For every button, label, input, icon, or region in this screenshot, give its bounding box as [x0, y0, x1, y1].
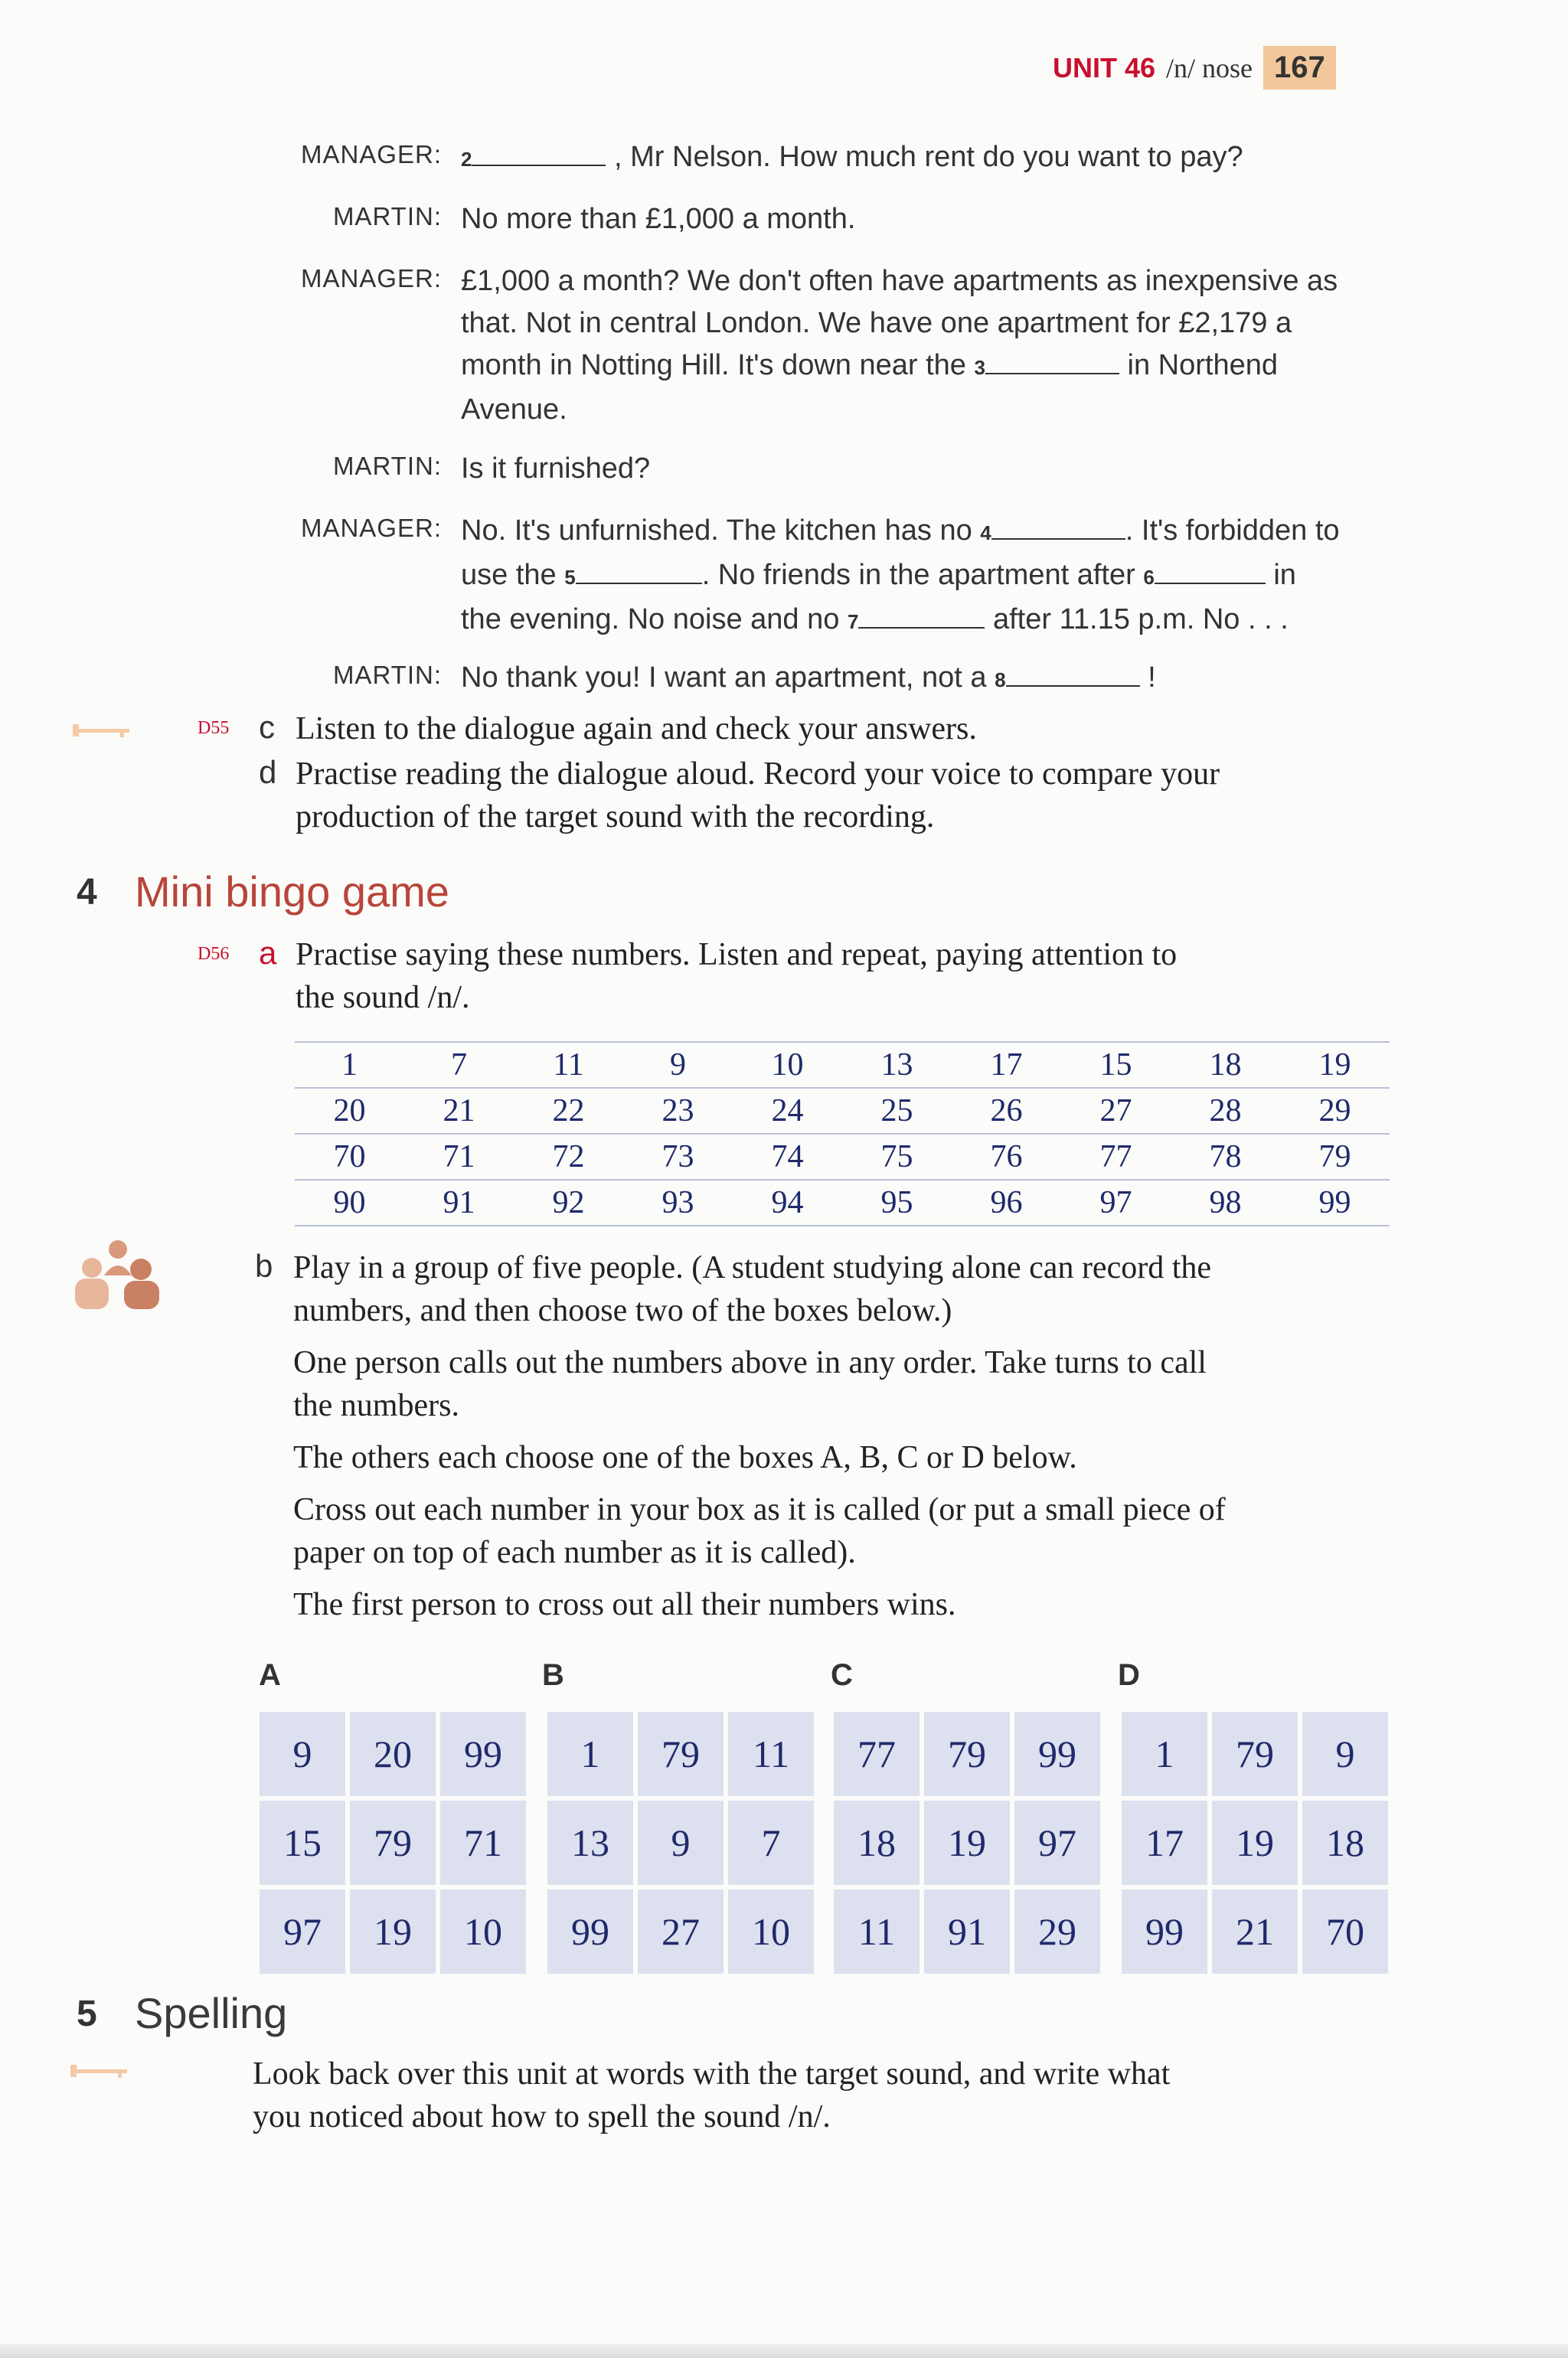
spelling-line: Look back over this unit at words with the target sound, and write what — [253, 2056, 1171, 2092]
number-cell: 90 — [295, 1180, 404, 1226]
number-cell: 11 — [514, 1042, 623, 1088]
number-cell: 99 — [1280, 1180, 1390, 1226]
number-cell: 94 — [733, 1180, 842, 1226]
exercise-letter: a — [259, 935, 277, 971]
bingo-cell[interactable]: 79 — [350, 1801, 436, 1885]
number-cell: 76 — [952, 1134, 1061, 1180]
exercise-4b-text — [293, 1246, 1403, 1626]
bingo-cell[interactable]: 99 — [440, 1712, 526, 1796]
number-cell: 21 — [404, 1088, 514, 1134]
bingo-cell[interactable]: 11 — [834, 1889, 920, 1974]
dialogue-text: . No friends in the apartment after — [701, 559, 1135, 591]
dialogue-text: £1,000 a month? We don't often have apartments as inexpensive as — [461, 265, 1338, 297]
speaker-label: MARTIN: — [332, 661, 442, 689]
dialogue-text: in — [1273, 559, 1296, 591]
dialogue-line — [461, 657, 1387, 701]
dialogue-text: the evening. No noise and no — [461, 603, 840, 635]
dialogue-text: . It's forbidden to — [1125, 514, 1340, 547]
bingo-cell[interactable]: 19 — [1212, 1801, 1298, 1885]
exercise-letter: c — [259, 709, 275, 745]
dialogue-text: Is it furnished? — [461, 452, 651, 485]
bingo-cell[interactable]: 99 — [547, 1889, 633, 1974]
exercise-letter: d — [259, 754, 277, 790]
answer-blank[interactable] — [576, 557, 702, 584]
group-work-icon — [70, 1239, 165, 1309]
instruction-line: numbers, and then choose two of the boxes below.) — [293, 1293, 952, 1328]
audio-track-icon[interactable]: D56 — [198, 944, 230, 964]
answer-blank[interactable] — [985, 347, 1119, 374]
instruction-line: The first person to cross out all their numbers wins. — [293, 1587, 956, 1622]
running-header — [1053, 46, 1336, 90]
answer-blank[interactable] — [1155, 557, 1266, 584]
card-label-a: A — [259, 1658, 281, 1692]
dialogue-text: month in Notting Hill. It's down near the — [461, 349, 966, 381]
bingo-cell[interactable]: 10 — [728, 1889, 814, 1974]
number-cell: 96 — [952, 1180, 1061, 1226]
number-cell: 19 — [1280, 1042, 1390, 1088]
number-cell: 73 — [623, 1134, 733, 1180]
number-cell: 17 — [952, 1042, 1061, 1088]
dialogue-text: , Mr Nelson. How much rent do you want to pay? — [614, 141, 1243, 173]
blank-number: 8 — [995, 668, 1006, 691]
number-cell: 1 — [295, 1042, 404, 1088]
numbers-table-row — [295, 1042, 1390, 1088]
number-cell: 7 — [404, 1042, 514, 1088]
bingo-cell[interactable]: 27 — [638, 1889, 724, 1974]
numbers-table-row — [295, 1180, 1390, 1226]
number-cell: 91 — [404, 1180, 514, 1226]
dialogue-text: that. Not in central London. We have one apartment for £2,179 a — [461, 307, 1292, 339]
bingo-cell[interactable]: 9 — [1302, 1712, 1388, 1796]
instruction-line: The others each choose one of the boxes A, B, C or D below. — [293, 1440, 1077, 1475]
answer-blank[interactable] — [1006, 659, 1140, 687]
exercise-c-text: Listen to the dialogue again and check your answers. — [296, 711, 977, 746]
blank-number: 5 — [564, 566, 576, 589]
section-number: 5 — [77, 1994, 97, 2034]
answer-key-icon — [70, 2063, 132, 2079]
dialogue-text: use the — [461, 559, 557, 591]
number-cell: 13 — [842, 1042, 952, 1088]
number-cell: 75 — [842, 1134, 952, 1180]
bingo-cell[interactable]: 97 — [260, 1889, 345, 1974]
exercise-d-line: Practise reading the dialogue aloud. Record your voice to compare your — [296, 756, 1220, 792]
bingo-card-b — [547, 1712, 814, 1974]
answer-blank[interactable] — [472, 139, 606, 166]
dialogue-line — [461, 448, 1387, 490]
number-cell: 25 — [842, 1088, 952, 1134]
bingo-cell[interactable]: 29 — [1014, 1889, 1100, 1974]
bingo-cell[interactable]: 18 — [1302, 1801, 1388, 1885]
bingo-cell[interactable]: 17 — [1122, 1801, 1207, 1885]
section-number: 4 — [77, 872, 97, 913]
section-title: Mini bingo game — [135, 867, 449, 916]
bingo-cell[interactable]: 19 — [924, 1801, 1010, 1885]
blank-number: 4 — [980, 521, 991, 544]
number-cell: 9 — [623, 1042, 733, 1088]
number-cell: 27 — [1061, 1088, 1171, 1134]
page-bottom-edge — [0, 2344, 1568, 2358]
bingo-cell[interactable]: 13 — [547, 1801, 633, 1885]
dialogue-text: No thank you! I want an apartment, not a — [461, 661, 987, 694]
bingo-cell[interactable]: 77 — [834, 1712, 920, 1796]
blank-number: 3 — [974, 356, 985, 379]
speaker-label: MANAGER: — [300, 140, 442, 168]
bingo-cell[interactable]: 99 — [1014, 1712, 1100, 1796]
section-title: Spelling — [135, 1989, 288, 2037]
page-number: 167 — [1263, 46, 1336, 90]
bingo-card-a — [260, 1712, 526, 1974]
blank-number: 6 — [1143, 566, 1155, 589]
exercise-4a-text — [296, 933, 1177, 1019]
dialogue-text: after 11.15 p.m. No . . . — [992, 603, 1289, 635]
dialogue-line — [461, 136, 1387, 181]
instruction-line: Play in a group of five people. (A student studying alone can record the — [293, 1250, 1212, 1285]
answer-blank[interactable] — [991, 512, 1125, 540]
speaker-label: MARTIN: — [332, 452, 442, 480]
bingo-cell[interactable]: 70 — [1302, 1889, 1388, 1974]
number-cell: 93 — [623, 1180, 733, 1226]
bingo-card-d — [1122, 1712, 1388, 1974]
number-cell: 28 — [1171, 1088, 1280, 1134]
dialogue-text: No. It's unfurnished. The kitchen has no — [461, 514, 972, 547]
exercise-letter: b — [255, 1248, 273, 1284]
exercise-d-text — [296, 753, 1220, 838]
dialogue-line — [461, 198, 1387, 240]
bingo-cell[interactable]: 97 — [1014, 1801, 1100, 1885]
number-cell: 74 — [733, 1134, 842, 1180]
unit-label: UNIT 46 — [1053, 51, 1156, 83]
bingo-cell[interactable]: 79 — [638, 1712, 724, 1796]
dialogue-text: in Northend — [1127, 349, 1278, 381]
number-cell: 71 — [404, 1134, 514, 1180]
exercise-4a-line: the sound /n/. — [296, 980, 470, 1015]
bingo-cell[interactable]: 7 — [728, 1801, 814, 1885]
dialogue-line — [461, 260, 1387, 431]
number-cell: 24 — [733, 1088, 842, 1134]
speaker-label: MANAGER: — [300, 514, 442, 542]
number-cell: 22 — [514, 1088, 623, 1134]
bingo-cell[interactable]: 19 — [350, 1889, 436, 1974]
numbers-table — [295, 1041, 1390, 1226]
exercise-4a-line: Practise saying these numbers. Listen and repeat, paying attention to — [296, 937, 1178, 972]
number-cell: 29 — [1280, 1088, 1390, 1134]
card-label-d: D — [1118, 1658, 1140, 1692]
number-cell: 97 — [1061, 1180, 1171, 1226]
bingo-card-c — [834, 1712, 1100, 1974]
number-cell: 23 — [623, 1088, 733, 1134]
exercise-d-line: production of the target sound with the recording. — [296, 799, 935, 834]
bingo-cell[interactable]: 79 — [924, 1712, 1010, 1796]
instruction-line: Cross out each number in your box as it is called (or put a small piece of — [293, 1492, 1226, 1527]
number-cell: 92 — [514, 1180, 623, 1226]
number-cell: 26 — [952, 1088, 1061, 1134]
number-cell: 77 — [1061, 1134, 1171, 1180]
number-cell: 98 — [1171, 1180, 1280, 1226]
spelling-line: you noticed about how to spell the sound /n/. — [253, 2099, 831, 2134]
instruction-line: the numbers. — [293, 1388, 459, 1423]
dialogue-line — [461, 510, 1387, 643]
blank-number: 2 — [461, 148, 472, 171]
bingo-cell[interactable]: 18 — [834, 1801, 920, 1885]
speaker-label: MANAGER: — [300, 264, 442, 292]
bingo-cell[interactable]: 91 — [924, 1889, 1010, 1974]
bingo-cell[interactable]: 79 — [1212, 1712, 1298, 1796]
number-cell: 79 — [1280, 1134, 1390, 1180]
bingo-cell[interactable]: 71 — [440, 1801, 526, 1885]
audio-track-icon[interactable]: D55 — [198, 718, 230, 738]
dialogue-text: Avenue. — [461, 394, 567, 426]
bingo-cell[interactable]: 9 — [638, 1801, 724, 1885]
bingo-cell[interactable]: 20 — [350, 1712, 436, 1796]
answer-blank[interactable] — [858, 601, 985, 629]
number-cell: 18 — [1171, 1042, 1280, 1088]
number-cell: 70 — [295, 1134, 404, 1180]
spelling-text — [253, 2053, 1170, 2138]
bingo-cell[interactable]: 9 — [260, 1712, 345, 1796]
answer-key-icon — [73, 723, 134, 738]
card-label-c: C — [831, 1658, 853, 1692]
speaker-label: MARTIN: — [332, 202, 442, 230]
numbers-table-row — [295, 1134, 1390, 1180]
blank-number: 7 — [847, 610, 859, 633]
number-cell: 95 — [842, 1180, 952, 1226]
unit-sound: /n/ nose — [1166, 52, 1253, 83]
number-cell: 15 — [1061, 1042, 1171, 1088]
bingo-cell[interactable]: 15 — [260, 1801, 345, 1885]
dialogue-text: No more than £1,000 a month. — [461, 203, 856, 235]
number-cell: 10 — [733, 1042, 842, 1088]
number-cell: 20 — [295, 1088, 404, 1134]
instruction-line: One person calls out the numbers above in any order. Take turns to call — [293, 1345, 1207, 1380]
bingo-cell[interactable]: 10 — [440, 1889, 526, 1974]
bingo-cell[interactable]: 99 — [1122, 1889, 1207, 1974]
bingo-cell[interactable]: 1 — [547, 1712, 633, 1796]
bingo-cell[interactable]: 21 — [1212, 1889, 1298, 1974]
number-cell: 72 — [514, 1134, 623, 1180]
number-cell: 78 — [1171, 1134, 1280, 1180]
instruction-line: paper on top of each number as it is called). — [293, 1535, 856, 1570]
dialogue-text: ! — [1148, 661, 1156, 694]
numbers-table-row — [295, 1088, 1390, 1134]
card-label-b: B — [542, 1658, 564, 1692]
bingo-cell[interactable]: 11 — [728, 1712, 814, 1796]
bingo-cell[interactable]: 1 — [1122, 1712, 1207, 1796]
